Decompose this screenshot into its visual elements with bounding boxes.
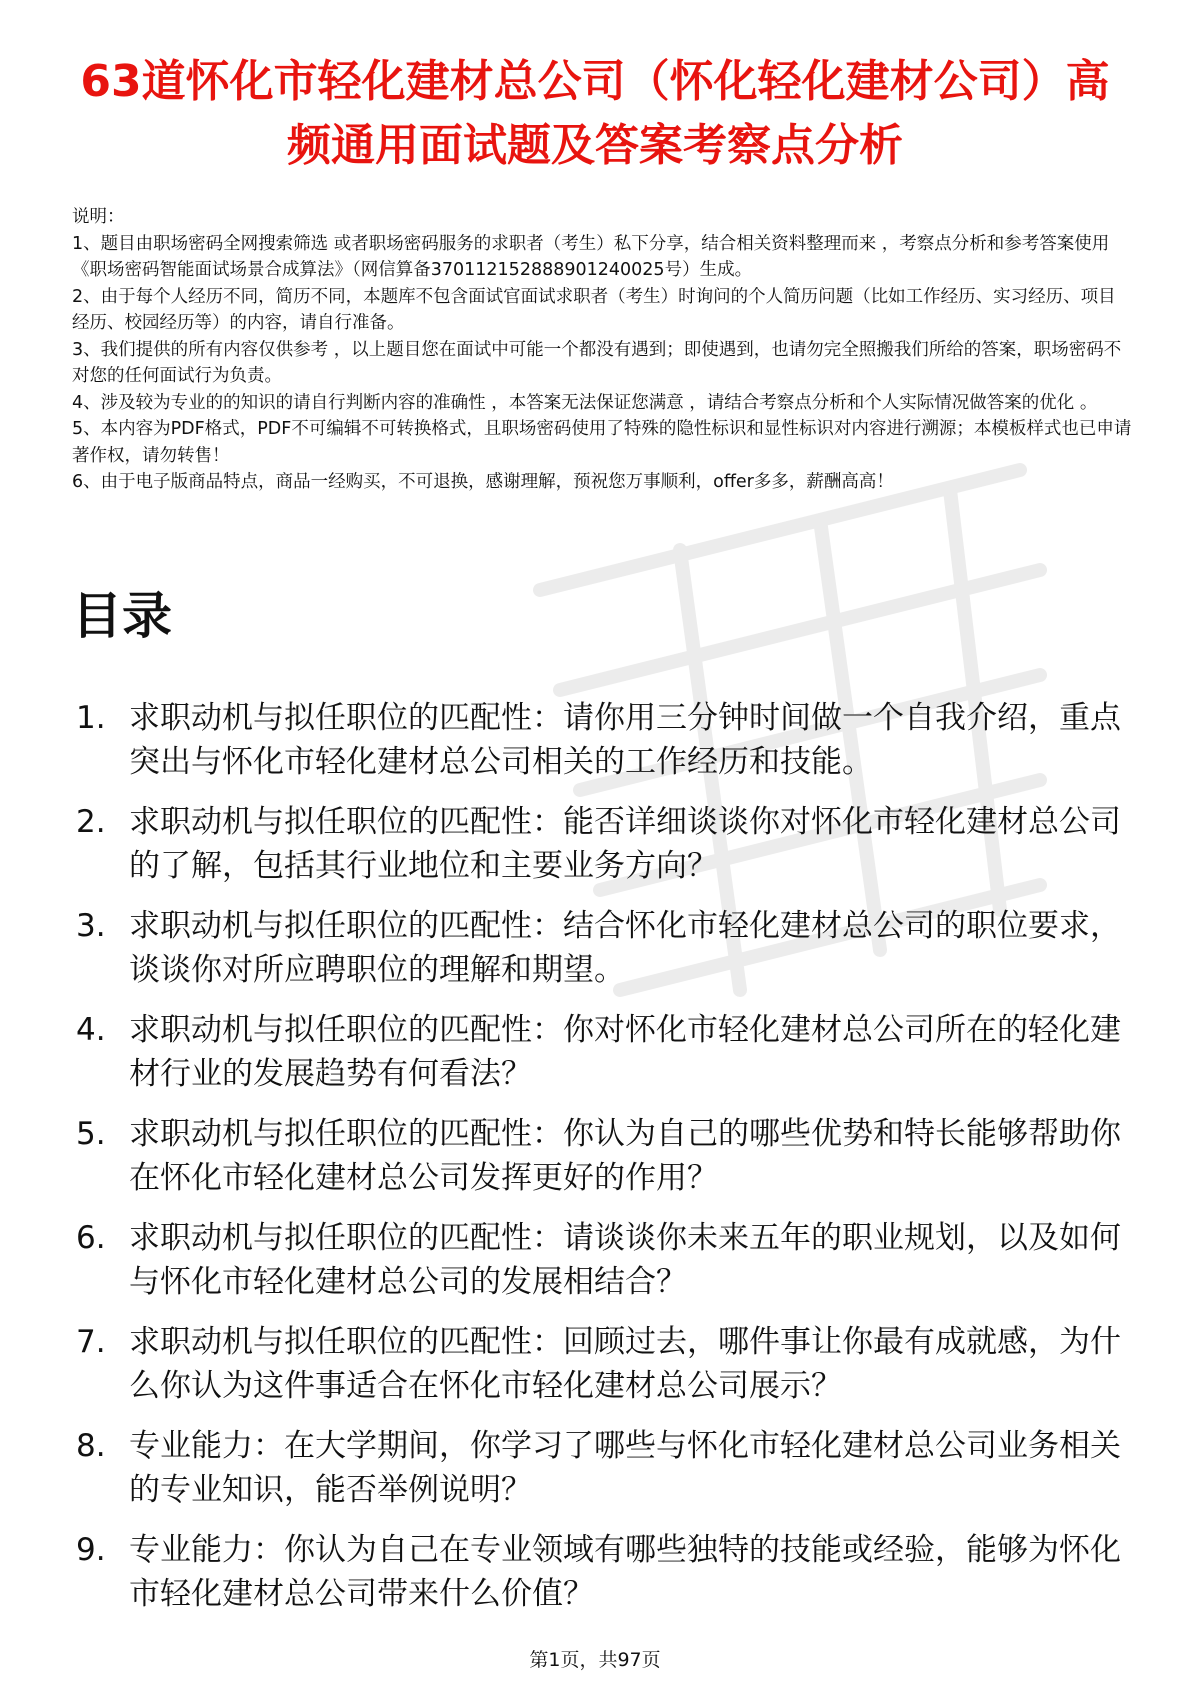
toc-item[interactable] [72,1008,1132,1096]
toc-item-number: 1. [76,700,106,736]
note-line: 1、题目由职场密码全网搜索筛选 或者职场密码服务的求职者（考生）私下分享，结合相关资料整理而来 ，考察点分析和参考答案使用《职场密码智能面试场景合成算法》（网信算备370112152888901240025号）生成。 [72,233,1110,280]
toc-item-number: 2. [76,804,106,840]
toc-item[interactable] [72,904,1132,992]
toc-heading: 目录 [72,587,172,645]
note-line: 6、由于电子版商品特点，商品一经购买，不可退换，感谢理解，预祝您万事顺利，offer多多，薪酬高高！ [72,472,894,492]
toc-item-number: 4. [76,1012,106,1048]
toc-item-text: 求职动机与拟任职位的匹配性：能否详细谈谈你对怀化市轻化建材总公司的了解，包括其行业地位和主要业务方向？ [129,804,1121,884]
toc-item-number: 6. [76,1220,106,1256]
document-title: 63道怀化市轻化建材总公司（怀化轻化建材公司）高频通用面试题及答案考察点分析 [80,56,1110,171]
toc-item[interactable] [72,696,1132,784]
toc-item[interactable] [72,1320,1132,1408]
disclaimer-notes [72,204,1132,496]
note-line: 4、涉及较为专业的的知识的请自行判断内容的准确性 ，本答案无法保证您满意 ，请结合考察点分析和个人实际情况做答案的优化 。 [72,392,1098,413]
toc-item-text: 求职动机与拟任职位的匹配性：请谈谈你未来五年的职业规划，以及如何与怀化市轻化建材总公司的发展相结合？ [129,1220,1121,1300]
toc-item-number: 8. [76,1428,106,1464]
note-line: 2、由于每个人经历不同，简历不同，本题库不包含面试官面试求职者（考生）时询问的个人简历问题（比如工作经历、实习经历、项目经历、校园经历等）的内容，请自行准备。 [72,286,1116,333]
toc-item-text: 专业能力：在大学期间，你学习了哪些与怀化市轻化建材总公司业务相关的专业知识，能否举例说明？ [129,1428,1121,1508]
toc-item-text: 求职动机与拟任职位的匹配性：请你用三分钟时间做一个自我介绍，重点突出与怀化市轻化建材总公司相关的工作经历和技能。 [129,700,1121,780]
note-line: 5、本内容为PDF格式，PDF不可编辑不可转换格式，且职场密码使用了特殊的隐性标识和显性标识对内容进行溯源；本模板样式也已申请著作权，请勿转售！ [72,419,1132,466]
toc-item-text: 求职动机与拟任职位的匹配性：你对怀化市轻化建材总公司所在的轻化建材行业的发展趋势有何看法？ [129,1012,1121,1092]
toc-item[interactable] [72,1424,1132,1512]
toc-item[interactable] [72,800,1132,888]
toc-item[interactable] [72,1216,1132,1304]
toc-item-text: 专业能力：你认为自己在专业领域有哪些独特的技能或经验，能够为怀化市轻化建材总公司带来什么价值？ [129,1532,1121,1612]
page-footer: 第1页，共97页 [529,1649,661,1671]
toc-item-text: 求职动机与拟任职位的匹配性：你认为自己的哪些优势和特长能够帮助你在怀化市轻化建材总公司发挥更好的作用？ [129,1116,1121,1196]
toc-item-number: 5. [76,1116,106,1152]
table-of-contents [72,696,1132,1632]
toc-item-number: 3. [76,908,106,944]
toc-item-text: 求职动机与拟任职位的匹配性：回顾过去，哪件事让你最有成就感，为什么你认为这件事适合在怀化市轻化建材总公司展示？ [129,1324,1121,1404]
toc-item-number: 7. [76,1324,106,1360]
toc-item-number: 9. [76,1532,106,1568]
notes-heading: 说明： [72,207,125,227]
note-line: 3、我们提供的所有内容仅供参考 ，以上题目您在面试中可能一个都没有遇到；即使遇到，也请勿完全照搬我们所给的答案，职场密码不对您的任何面试行为负责。 [72,339,1122,386]
toc-item-text: 求职动机与拟任职位的匹配性：结合怀化市轻化建材总公司的职位要求，谈谈你对所应聘职位的理解和期望。 [129,908,1121,988]
toc-item[interactable] [72,1112,1132,1200]
toc-item[interactable] [72,1528,1132,1616]
